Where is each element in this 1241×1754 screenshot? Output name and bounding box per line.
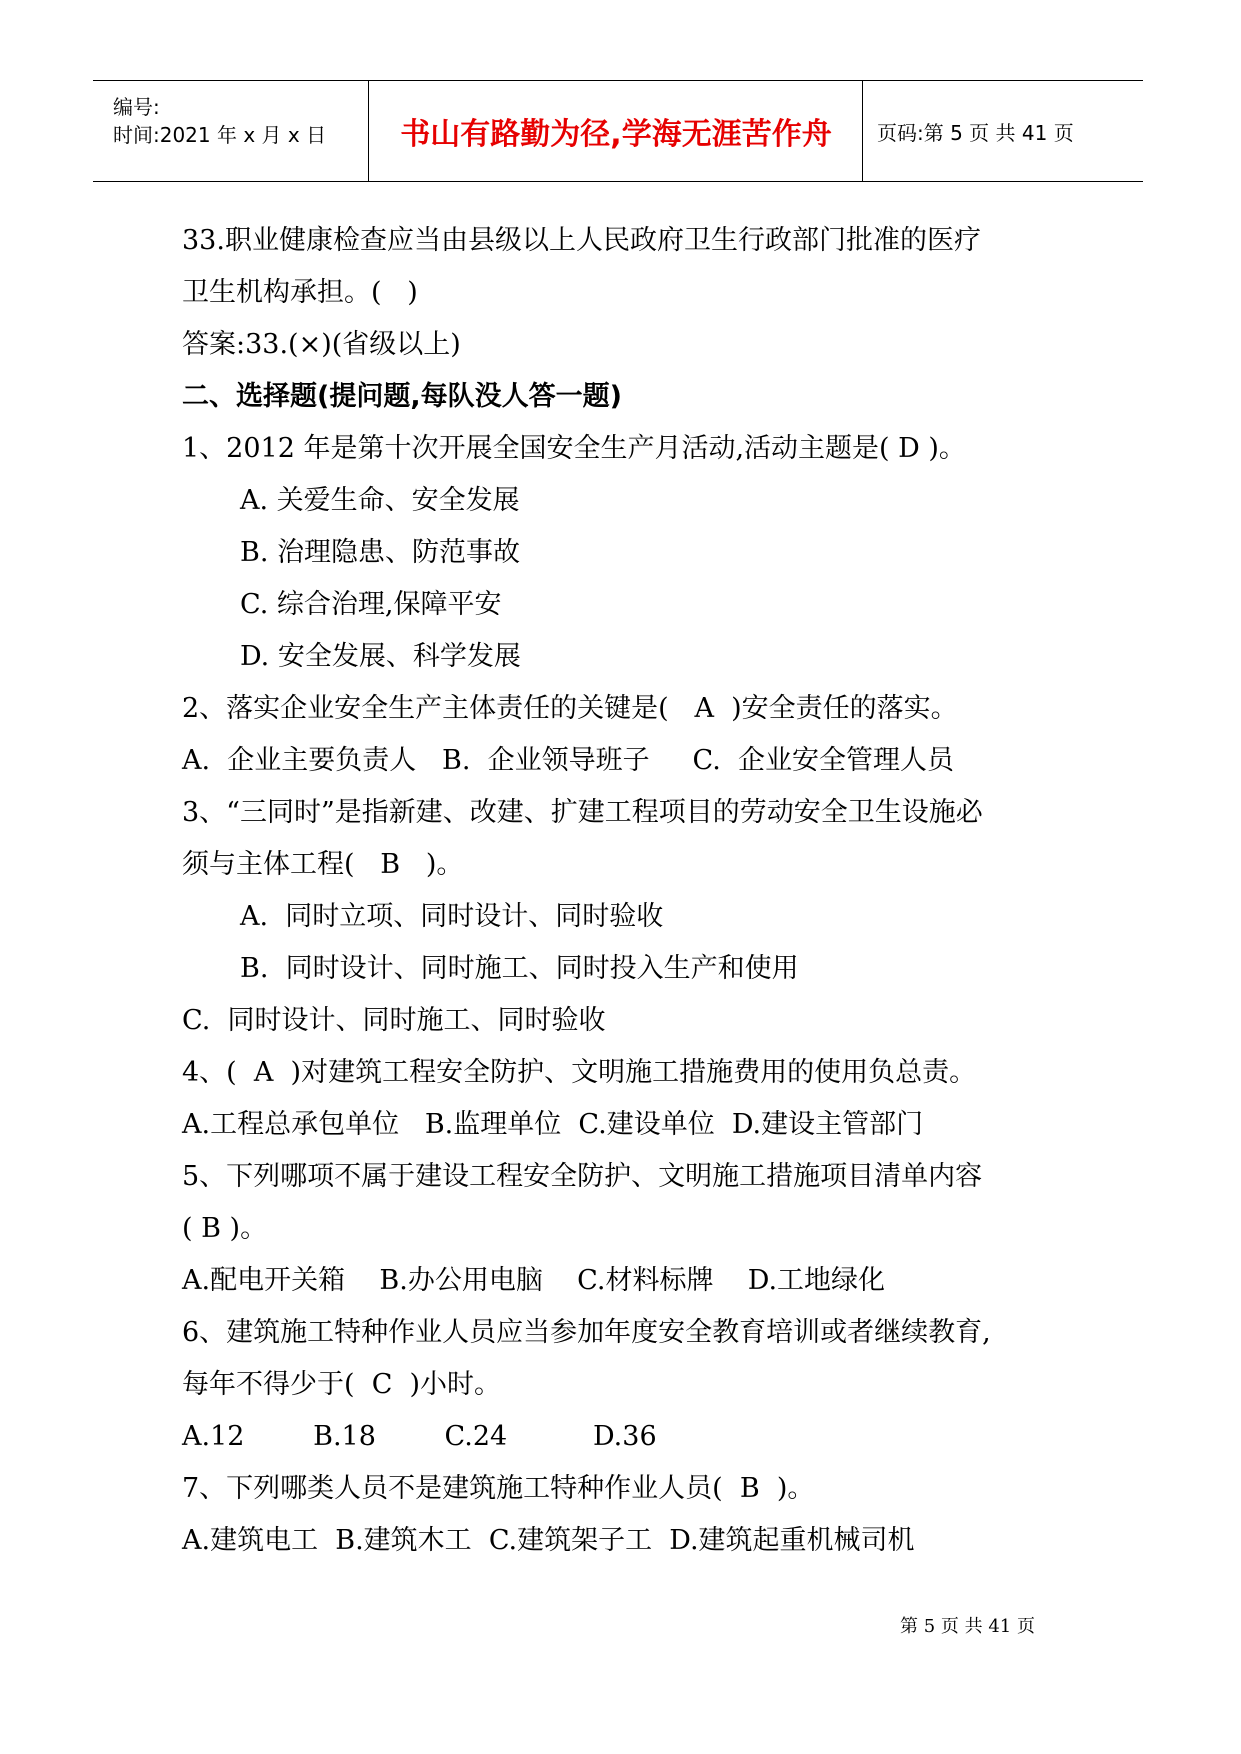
header-page-info: 页码:第 5 页 共 41 页 [877, 120, 1074, 145]
question-1: 1、2012 年是第十次开展全国安全生产月活动,活动主题是( D )。 [182, 433, 966, 464]
question-4: 4、( A )对建筑工程安全防护、文明施工措施费用的使用负总责。 [182, 1057, 977, 1088]
header-motto: 书山有路勤为径,学海无涯苦作舟 [370, 81, 863, 181]
question-6-line-2: 每年不得少于( C )小时。 [182, 1369, 502, 1400]
question-4-options: A.工程总承包单位 B.监理单位 C.建设单位 D.建设主管部门 [182, 1109, 924, 1140]
section-title: 二、选择题(提问题,每队没人答一题) [182, 381, 622, 412]
question-1-option-d: D. 安全发展、科学发展 [240, 641, 521, 672]
document-number-label: 编号: [113, 95, 160, 119]
question-2: 2、落实企业安全生产主体责任的关键是( A )安全责任的落实。 [182, 693, 958, 724]
question-7-options: A.建筑电工 B.建筑木工 C.建筑架子工 D.建筑起重机械司机 [182, 1525, 915, 1556]
answer-33: 答案:33.(×)(省级以上) [182, 329, 461, 360]
question-33-line-1: 33.职业健康检查应当由县级以上人民政府卫生行政部门批准的医疗 [182, 225, 981, 256]
header-left-cell [93, 81, 369, 181]
question-6-line-1: 6、建筑施工特种作业人员应当参加年度安全教育培训或者继续教育, [182, 1317, 991, 1348]
page-footer: 第 5 页 共 41 页 [900, 1616, 1035, 1637]
question-6-options: A.12 B.18 C.24 D.36 [182, 1421, 657, 1452]
question-1-option-b: B. 治理隐患、防范事故 [240, 537, 521, 568]
question-3-option-c: C. 同时设计、同时施工、同时验收 [182, 1005, 606, 1036]
question-2-options: A. 企业主要负责人 B. 企业领导班子 C. 企业安全管理人员 [182, 745, 954, 776]
question-5-line-1: 5、下列哪项不属于建设工程安全防护、文明施工措施项目清单内容 [182, 1161, 983, 1192]
question-3-option-b: B. 同时设计、同时施工、同时投入生产和使用 [240, 953, 799, 984]
document-date-label: 时间:2021 年 x 月 x 日 [113, 123, 327, 147]
question-3-line-2: 须与主体工程( B )。 [182, 849, 464, 880]
question-1-option-c: C. 综合治理,保障平安 [240, 589, 502, 620]
page-header [93, 80, 1143, 182]
question-5-line-2: ( B )。 [182, 1213, 268, 1244]
question-3-option-a: A. 同时立项、同时设计、同时验收 [240, 901, 664, 932]
question-7: 7、下列哪类人员不是建筑施工特种作业人员( B )。 [182, 1473, 815, 1504]
question-33-line-2: 卫生机构承担。( ) [182, 277, 418, 308]
question-3-line-1: 3、“三同时”是指新建、改建、扩建工程项目的劳动安全卫生设施必 [182, 797, 983, 828]
question-5-options: A.配电开关箱 B.办公用电脑 C.材料标牌 D.工地绿化 [182, 1265, 886, 1296]
question-1-option-a: A. 关爱生命、安全发展 [240, 485, 520, 516]
document-body [182, 215, 1082, 1567]
